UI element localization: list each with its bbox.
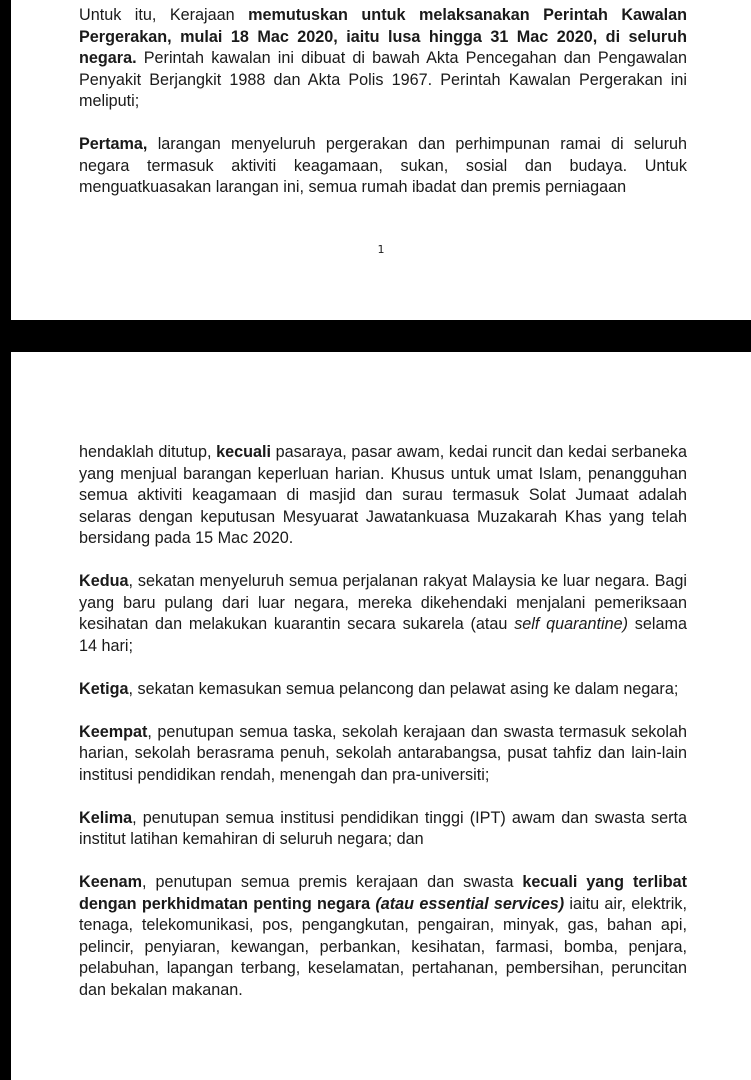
bold-kecuali: kecuali <box>216 443 272 461</box>
page-number: 1 <box>377 243 385 256</box>
paragraph-kedua: Kedua, sekatan menyeluruh semua perjalanan rakyat Malaysia ke luar negara. Bagi yang baru pulang dari luar negara, mereka dikehendaki menjalani pemeriksaan kesihatan dan melakukan kuarantin secara sukarela (atau self quarantine) selama 14 hari; <box>79 572 687 655</box>
bold-italic-essential-services: (atau essential services) <box>375 894 565 913</box>
lead-kedua: Kedua <box>79 572 129 590</box>
paragraph-pertama: Pertama, larangan menyeluruh pergerakan dan perhimpunan ramai di seluruh negara termasuk aktiviti keagamaan, sukan, sosial dan budaya. Untuk menguatkuasakan larangan ini, semua rumah ibadat dan premis perniagaan <box>79 135 687 196</box>
bold-essential: kecuali yang terlibat dengan perkhidmatan penting negara <box>79 873 688 913</box>
page-2-body <box>79 442 687 1001</box>
bold-decision: memutuskan untuk melaksanakan Perintah Kawalan Pergerakan, mulai 18 Mac 2020, iaitu lusa hingga 31 Mac 2020, di seluruh negara. <box>79 6 688 67</box>
italic-self-quarantine: self quarantine) <box>514 615 629 633</box>
paragraph-keempat: Keempat, penutupan semua taska, sekolah kerajaan dan swasta termasuk sekolah harian, sekolah berasrama penuh, sekolah antarabangsa, pusat tahfiz dan lain-lain institusi pendidikan rendah, menengah dan pra-universiti; <box>79 722 687 784</box>
document-page-2 <box>11 352 751 1080</box>
document-page-1 <box>11 0 751 320</box>
lead-kelima: Kelima <box>79 808 133 827</box>
paragraph-ketiga: Ketiga, sekatan kemasukan semua pelancong dan pelawat asing ke dalam negara; <box>79 679 679 698</box>
lead-ketiga: Ketiga <box>79 679 129 698</box>
lead-keempat: Keempat <box>79 722 148 741</box>
page-1-body <box>79 5 687 199</box>
paragraph-kelima: Kelima, penutupan semua institusi pendidikan tinggi (IPT) awam dan swasta serta institut latihan kemahiran di seluruh negara; dan <box>79 808 687 848</box>
paragraph-keenam: Keenam, penutupan semua premis kerajaan dan swasta kecuali yang terlibat dengan perkhidmatan penting negara (atau essential services) iaitu air, elektrik, tenaga, telekomunikasi, pos, pengangkutan, pengairan, minyak, gas, bahan api, pelincir, penyiaran, kewangan, perbankan, kesihatan, farmasi, bomba, penjara, pelabuhan, lapangan terbang, keselamatan, pertahanan, pembersihan, peruncitan dan bekalan makanan. <box>79 873 688 999</box>
lead-pertama: Pertama, <box>79 135 148 153</box>
paragraph-continuation: hendaklah ditutup, kecuali pasaraya, pasar awam, kedai runcit dan kedai serbaneka yang menjual barangan keperluan harian. Khusus untuk umat Islam, penangguhan semua aktiviti keagamaan di masjid dan surau termasuk Solat Jumaat adalah selaras dengan keputusan Mesyuarat Jawatankuasa Muzakarah Khas yang telah bersidang pada 15 Mac 2020. <box>79 443 687 547</box>
lead-keenam: Keenam <box>79 873 142 891</box>
paragraph-intro: Untuk itu, Kerajaan memutuskan untuk melaksanakan Perintah Kawalan Pergerakan, mulai 18 Mac 2020, iaitu lusa hingga 31 Mac 2020, di seluruh negara. Perintah kawalan ini dibuat di bawah Akta Pencegahan dan Pengawalan Penyakit Berjangkit 1988 dan Akta Polis 1967. Perintah Kawalan Pergerakan ini meliputi; <box>79 6 688 110</box>
